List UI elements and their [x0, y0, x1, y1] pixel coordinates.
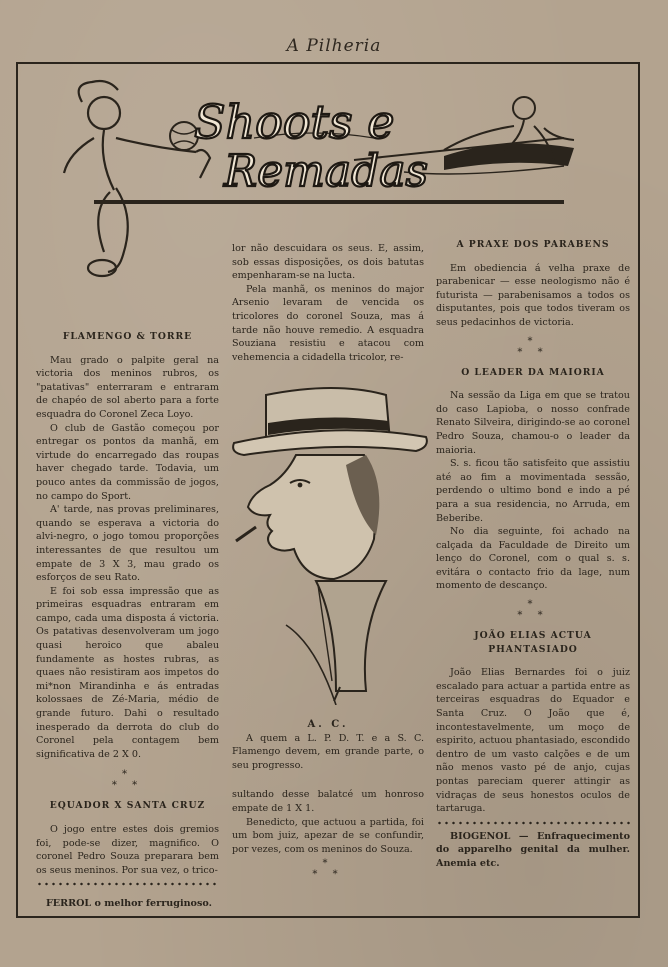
paragraph: sultando desse balatcé um honroso empate de 1 X 1. — [232, 789, 424, 814]
caption-title: A. C. — [307, 719, 349, 730]
heading-joao-elias: JOÃO ELIAS ACTUA PHANTASIADO — [474, 630, 592, 655]
paragraph: O club de Gastão começou por entregar os pontos da manhã, em virtude do encarregado das roupas haver chegado tarde. Todavia, um pouco antes da commissão de jogos, no campo do Sport. — [36, 422, 219, 502]
stars-separator: * * * — [517, 335, 549, 358]
heading-flamengo-torre: FLAMENGO & TORRE — [62, 331, 193, 342]
paragraph: Benedicto, que actuou a partida, foi um bom juiz, apezar de se confundir, por vezes, com os meninos do Souza. — [232, 816, 424, 855]
paragraph: A' tarde, nas provas preliminares, quando se esperava a victoria do alvi-negro, o jogo tomou proporções interessantes de que resultou um empate de 3 X 3, mau grado os esforços de seu Rato. — [36, 504, 219, 584]
stars-separator: * * * — [517, 599, 549, 622]
ad-ferrol: FERROL o melhor ferruginoso. — [46, 898, 212, 910]
caption-text: A quem a L. P. D. T. e a S. C. Flamengo devem, em grande parte, o seu progresso. — [232, 732, 424, 771]
heading-leader-maioria: O LEADER DA MAIORIA — [461, 366, 605, 378]
paragraph: S. s. ficou tão satisfeito que assistiu até ao fim a movimentada sessão, perdendo o ultimo bond e indo a pé para a sua residencia, no Arruda, em Beberibe. — [436, 458, 630, 524]
running-head: A Pilheria — [286, 36, 382, 56]
column-middle-bottom — [232, 718, 424, 882]
caricature-portrait — [226, 385, 432, 705]
paragraph: E foi sob essa impressão que as primeiras esquadras entraram em campo, cada uma disposta á victoria. Os patativas desenvolveram um jogo quasi heroico que abaleu fundamente as hostes rubras, as quaes não resistiram aos impetos do mi*non Mirandinha e ás entradas kolossaes de Zé-Maria, médio de grande futuro. Dahi o resultado inesperado da derrota do club do Coronel pela contagem bem significativa de 2 X 0. — [36, 585, 219, 760]
paragraph: Na sessão da Liga em que se tratou do caso Lapioba, o nosso confrade Renato Silveira, dirigindo-se ao coronel Pedro Souza, chamou-o o leader da maioria. — [436, 390, 630, 456]
heading-praxe-parabens: A PRAXE DOS PARABENS — [456, 239, 610, 250]
paragraph: lor não descuidara os seus. E, assim, sob essas disposições, os dois batutas empenharam-se na lucta. — [232, 243, 424, 282]
column-left — [36, 330, 219, 911]
stars-separator: * * * — [111, 769, 144, 792]
paragraph: Mau grado o palpite geral na victoria dos meninos rubros, os "patativas" enterraram e entraram de chapéo de sol aberto para a forte esquadra do Coronel Zeca Loyo. — [36, 354, 219, 420]
footballer-figure — [64, 81, 210, 276]
masthead-rule — [94, 200, 564, 204]
heading-equador-santa-cruz: EQUADOR X SANTA CRUZ — [49, 800, 206, 812]
paragraph: No dia seguinte, foi achado na calçada da Faculdade de Direito um lenço do Coronel, com o qual s. s. evitára o contacto frio da lage, num momento de descanço. — [436, 526, 630, 592]
dotted-rule — [436, 821, 630, 825]
column-right — [436, 238, 630, 871]
ad-biogenol: BIOGENOL — Enfraquecimento do apparelho genital da mulher. Anemia etc. — [436, 830, 630, 869]
masthead-title-2: Remadas — [224, 146, 429, 197]
paragraph: Em obediencia á velha praxe de parabenicar — esse neologismo não é futurista — parabenisamos a todos os disputantes, pois que todos tiveram os seus pedacinhos de victoria. — [436, 262, 630, 328]
masthead-title-1: Shoots e — [194, 95, 395, 149]
paragraph: O jogo entre estes dois gremios foi, pode-se dizer, magnifico. O coronel Pedro Souza preparara bem os seus meninos. Por sua vez, o trico- — [36, 824, 219, 876]
column-middle-top — [232, 242, 424, 364]
stars-separator: * * * — [312, 858, 344, 881]
dotted-rule — [36, 882, 219, 886]
paragraph: Pela manhã, os meninos do major Arsenio levaram de vencida os tricolores do coronel Souza, mas á tarde não houve remedio. A esquadra Souziana resistiu e atacou com vehemencia a cidadella tricolor, re- — [232, 283, 424, 363]
paragraph: João Elias Bernardes foi o juiz escalado para actuar a partida entre as terceiras esquadras do Equador e Santa Cruz. O João que é, incontestavelmente, um moço de espirito, actuou phantasiado, escondido dentro de um vasto calções e de um não menos vasto pé de anjo, cujas pontas pareciam querer attingir as vidraças de seus honestos oculos de tartaruga. — [436, 667, 630, 815]
